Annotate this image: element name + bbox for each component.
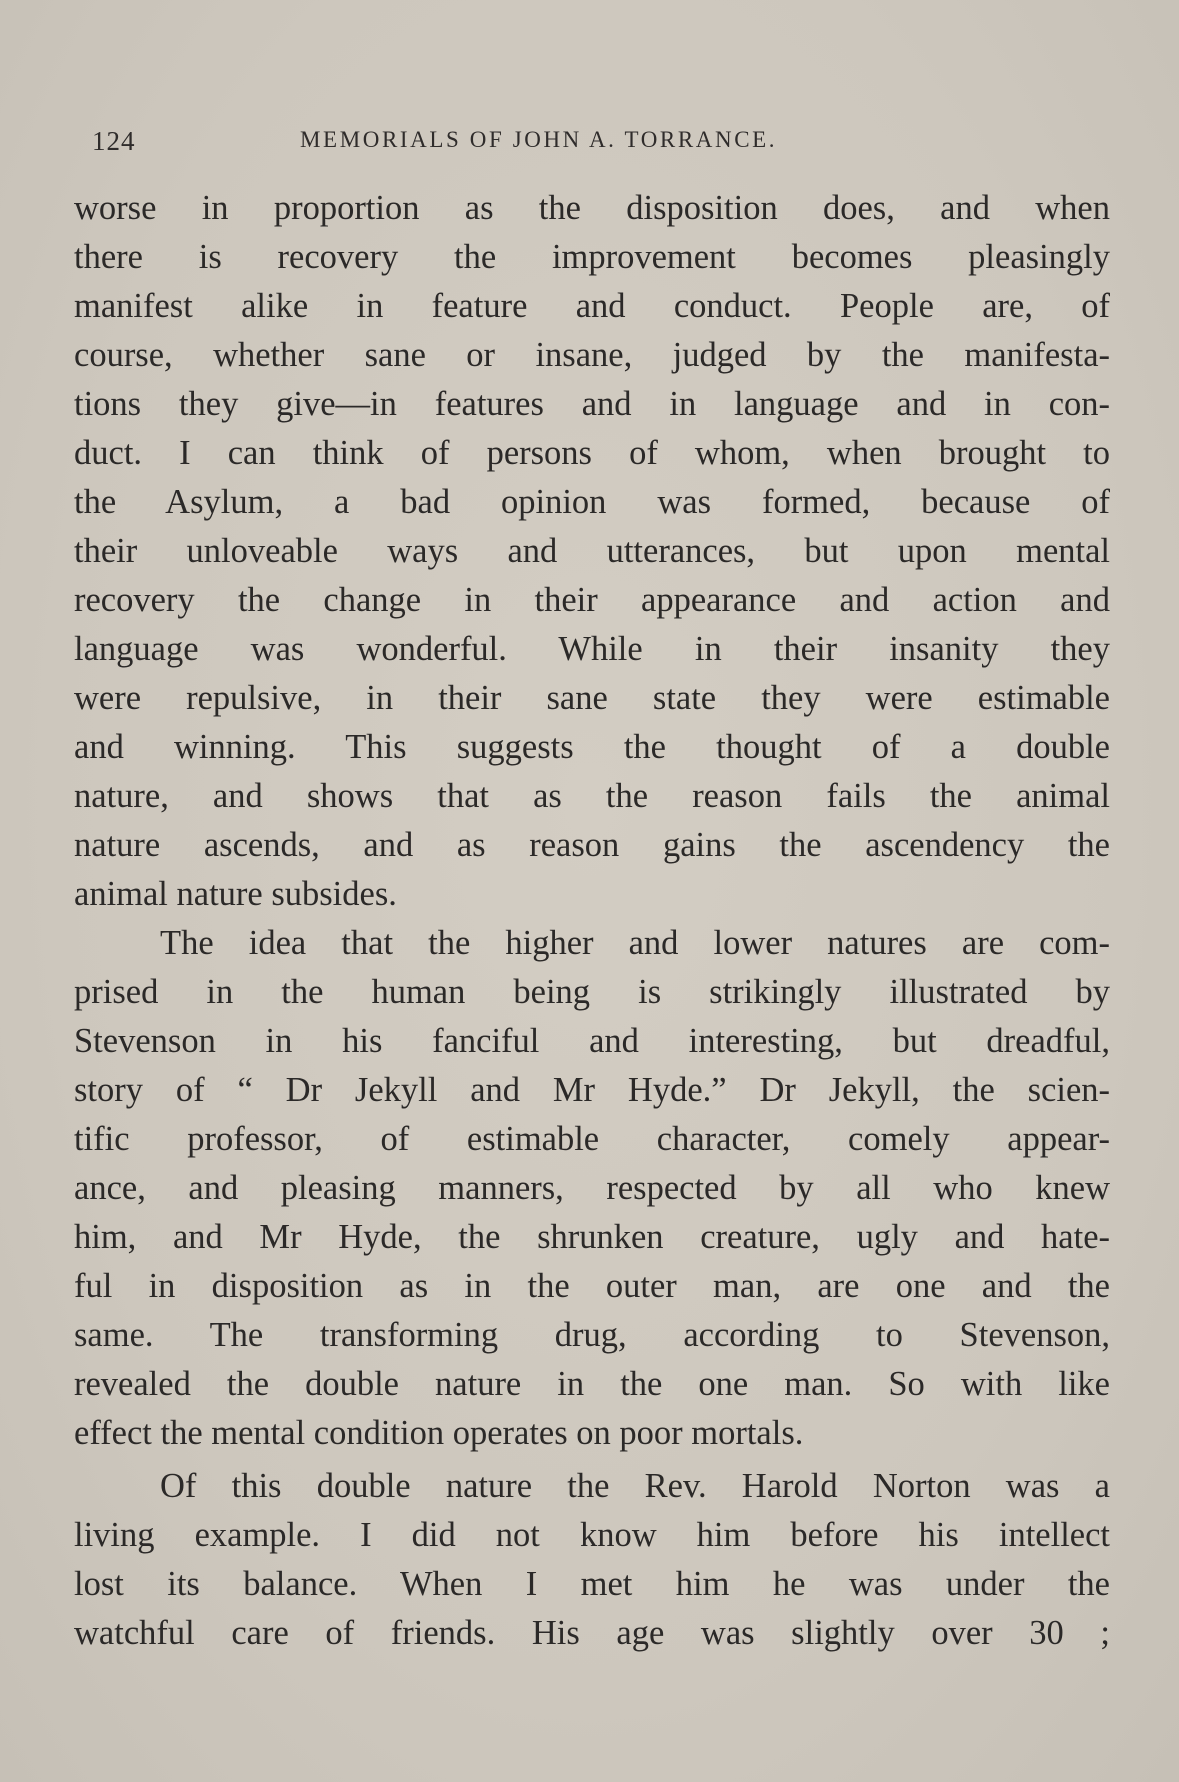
text-line: recovery the change in their appearance and action and (74, 581, 1110, 619)
text-line: tific professor, of estimable character, comely appear- (74, 1120, 1110, 1158)
text-line: duct. I can think of persons of whom, when brought to (74, 434, 1110, 472)
paragraph-1 (74, 184, 1110, 919)
paragraph-2 (74, 919, 1110, 1458)
text-line: effect the mental condition operates on poor mortals. (74, 1414, 804, 1452)
text-line: were repulsive, in their sane state they were estimable (74, 679, 1110, 717)
text-line: course, whether sane or insane, judged by the manifesta- (74, 336, 1110, 374)
text-line: and winning. This suggests the thought of a double (74, 728, 1110, 766)
text-line: Of this double nature the Rev. Harold Norton was a (160, 1467, 1110, 1505)
text-line: revealed the double nature in the one man. So with like (74, 1365, 1110, 1403)
text-line: lost its balance. When I met him he was under the (74, 1565, 1110, 1603)
text-line: prised in the human being is strikingly illustrated by (74, 973, 1110, 1011)
text-line: watchful care of friends. His age was slightly over 30 ; (74, 1614, 1110, 1652)
text-line: story of “ Dr Jekyll and Mr Hyde.” Dr Jekyll, the scien- (74, 1071, 1110, 1109)
page-number: 124 (92, 126, 136, 156)
text-line: The idea that the higher and lower natures are com- (160, 924, 1110, 962)
text-line: nature ascends, and as reason gains the ascendency the (74, 826, 1110, 864)
text-line: language was wonderful. While in their insanity they (74, 630, 1110, 668)
text-line: ance, and pleasing manners, respected by all who knew (74, 1169, 1110, 1207)
page-header (86, 120, 1096, 164)
text-line: Stevenson in his fanciful and interesting, but dreadful, (74, 1022, 1110, 1060)
text-line: ful in disposition as in the outer man, are one and the (74, 1267, 1110, 1305)
text-line: same. The transforming drug, according to Stevenson, (74, 1316, 1110, 1354)
text-line: nature, and shows that as the reason fails the animal (74, 777, 1110, 815)
text-line: tions they give—in features and in language and in con- (74, 385, 1110, 423)
text-line: living example. I did not know him before his intellect (74, 1516, 1110, 1554)
text-line: there is recovery the improvement becomes pleasingly (74, 238, 1110, 276)
running-head: MEMORIALS OF JOHN A. TORRANCE. (300, 127, 778, 152)
text-line: their unloveable ways and utterances, but upon mental (74, 532, 1110, 570)
text-line: animal nature subsides. (74, 875, 397, 913)
text-line: him, and Mr Hyde, the shrunken creature, ugly and hate- (74, 1218, 1110, 1256)
text-line: the Asylum, a bad opinion was formed, because of (74, 483, 1110, 521)
text-line: manifest alike in feature and conduct. People are, of (74, 287, 1110, 325)
body-text (74, 184, 1110, 1658)
paragraph-3 (74, 1462, 1110, 1658)
text-line: worse in proportion as the disposition does, and when (74, 189, 1110, 227)
